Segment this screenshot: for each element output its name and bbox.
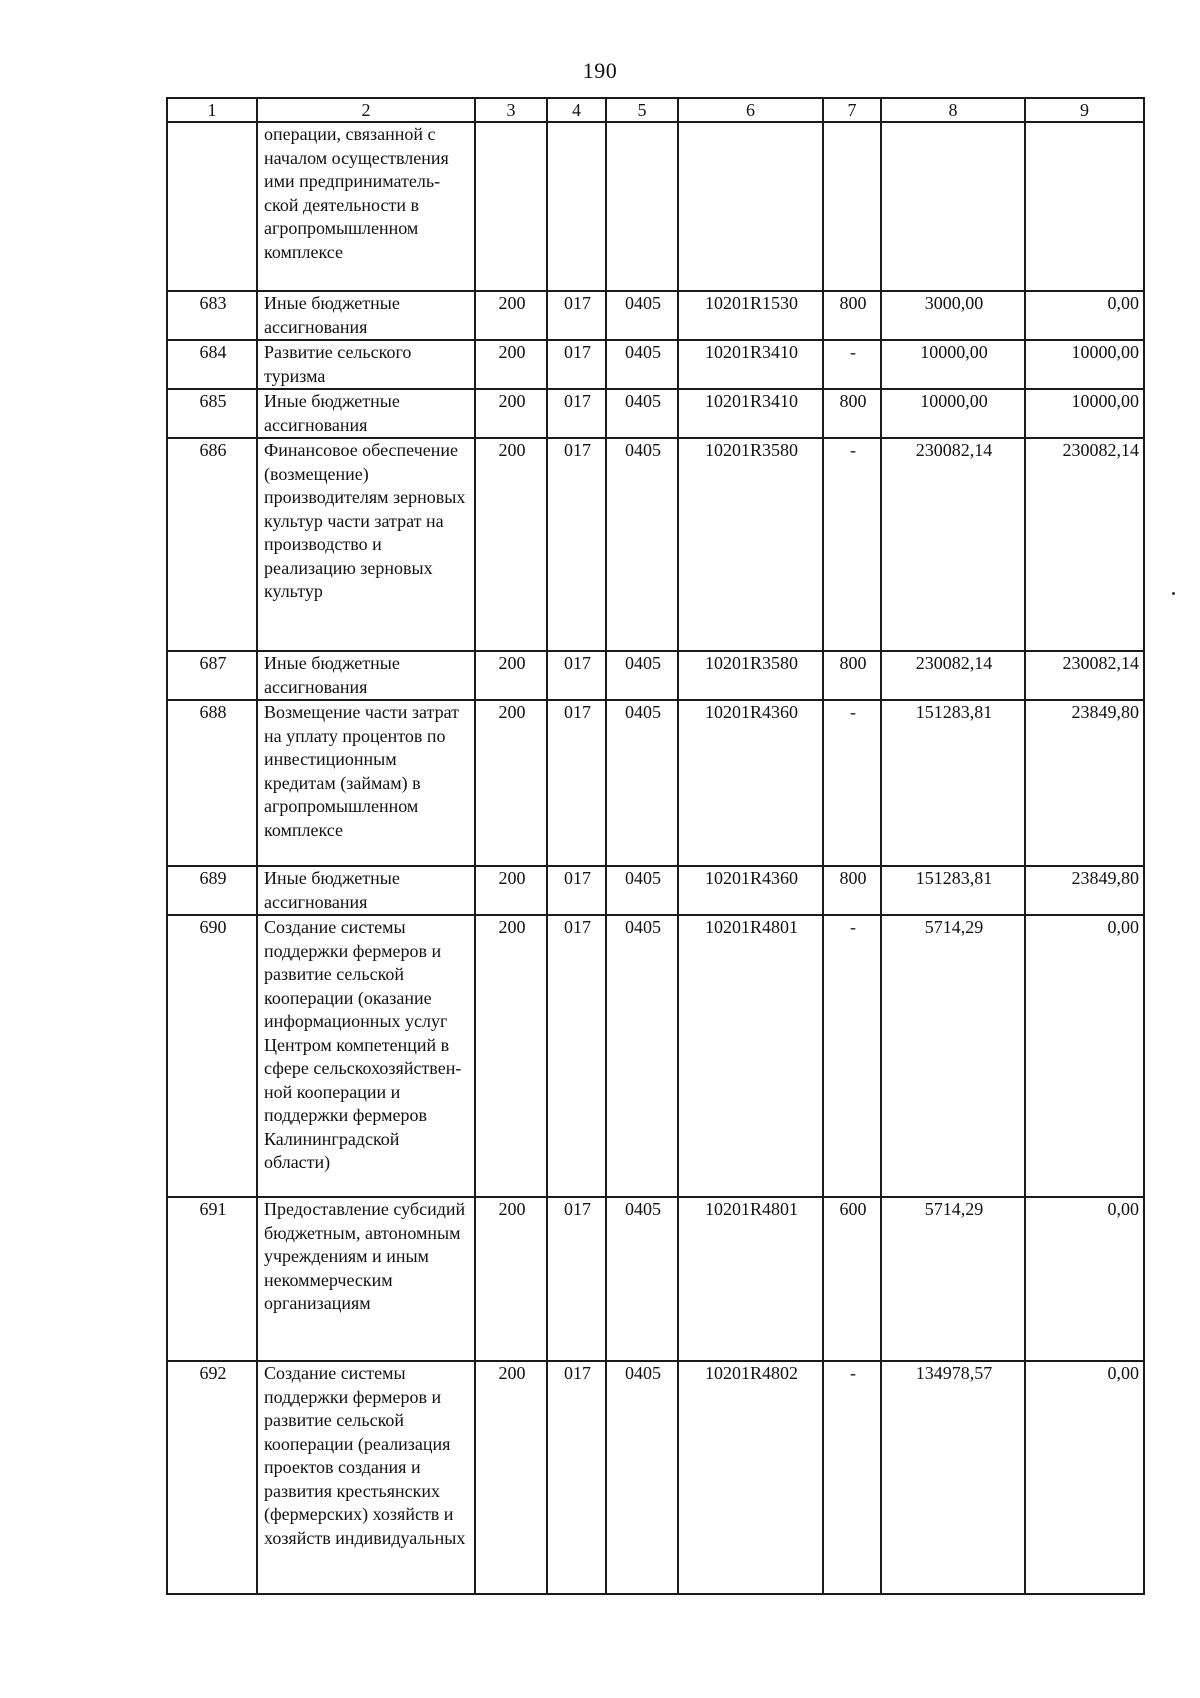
- row-number: 686: [167, 438, 257, 651]
- row-c8: 10000,00: [881, 389, 1025, 438]
- table-row: [167, 700, 1144, 866]
- row-c9: 0,00: [1025, 1197, 1144, 1361]
- row-c7: 800: [823, 291, 881, 340]
- row-c4: 017: [547, 700, 606, 866]
- scan-speck: [1172, 592, 1175, 595]
- row-c6: 10201R3580: [678, 438, 823, 651]
- row-name: Предоставление субсидий бюджетным, автономным учреждениям и иным некоммерческим организациям: [257, 1197, 475, 1361]
- row-c8: 230082,14: [881, 651, 1025, 700]
- row-name: Иные бюджетные ассигнования: [257, 866, 475, 915]
- row-c8: 151283,81: [881, 700, 1025, 866]
- row-c6: 10201R3580: [678, 651, 823, 700]
- row-c5: 0405: [606, 438, 678, 651]
- row-c4: 017: [547, 651, 606, 700]
- row-c5: 0405: [606, 1361, 678, 1594]
- row-c3: 200: [475, 291, 547, 340]
- row-c8: 5714,29: [881, 915, 1025, 1197]
- table-row: [167, 438, 1144, 651]
- row-c6: 10201R4801: [678, 915, 823, 1197]
- row-c5: 0405: [606, 651, 678, 700]
- row-c5: 0405: [606, 389, 678, 438]
- row-c9: 0,00: [1025, 915, 1144, 1197]
- table-row: [167, 1361, 1144, 1594]
- row-c5: [606, 122, 678, 291]
- row-name: Иные бюджетные ассигнования: [257, 651, 475, 700]
- row-c9: [1025, 122, 1144, 291]
- row-c6: 10201R1530: [678, 291, 823, 340]
- row-name: Иные бюджетные ассигнования: [257, 291, 475, 340]
- table-row: [167, 1197, 1144, 1361]
- row-c7: 800: [823, 651, 881, 700]
- row-number: 692: [167, 1361, 257, 1594]
- row-c9: 230082,14: [1025, 651, 1144, 700]
- header-cell: 4: [547, 98, 606, 122]
- row-c9: 0,00: [1025, 1361, 1144, 1594]
- table-row: [167, 122, 1144, 291]
- row-c8: 151283,81: [881, 866, 1025, 915]
- row-c7: -: [823, 700, 881, 866]
- header-row: [167, 98, 1144, 122]
- row-number: 690: [167, 915, 257, 1197]
- row-number: 688: [167, 700, 257, 866]
- row-c3: 200: [475, 1361, 547, 1594]
- row-c7: 600: [823, 1197, 881, 1361]
- row-c4: 017: [547, 1197, 606, 1361]
- row-name: Иные бюджетные ассигнования: [257, 389, 475, 438]
- row-c8: 3000,00: [881, 291, 1025, 340]
- row-c3: 200: [475, 700, 547, 866]
- row-c5: 0405: [606, 340, 678, 389]
- row-c9: 0,00: [1025, 291, 1144, 340]
- row-c3: 200: [475, 340, 547, 389]
- row-c9: 10000,00: [1025, 340, 1144, 389]
- row-c7: -: [823, 340, 881, 389]
- row-c4: 017: [547, 291, 606, 340]
- row-c6: 10201R4360: [678, 866, 823, 915]
- header-cell: 3: [475, 98, 547, 122]
- row-c6: 10201R3410: [678, 389, 823, 438]
- row-c8: 134978,57: [881, 1361, 1025, 1594]
- row-c7: [823, 122, 881, 291]
- row-c8: 10000,00: [881, 340, 1025, 389]
- row-c3: 200: [475, 438, 547, 651]
- row-number: 685: [167, 389, 257, 438]
- row-number: 684: [167, 340, 257, 389]
- row-c5: 0405: [606, 915, 678, 1197]
- row-c4: 017: [547, 866, 606, 915]
- row-c5: 0405: [606, 1197, 678, 1361]
- row-c7: 800: [823, 389, 881, 438]
- table-row: [167, 291, 1144, 340]
- header-cell: 6: [678, 98, 823, 122]
- row-c3: 200: [475, 651, 547, 700]
- row-c9: 23849,80: [1025, 866, 1144, 915]
- row-c6: [678, 122, 823, 291]
- row-name: операции, связанной с началом осуществления ими предприниматель-ской деятельности в агропромышленном комплексе: [257, 122, 475, 291]
- row-c9: 10000,00: [1025, 389, 1144, 438]
- row-number: 691: [167, 1197, 257, 1361]
- header-cell: 8: [881, 98, 1025, 122]
- row-c6: 10201R4802: [678, 1361, 823, 1594]
- row-c7: 800: [823, 866, 881, 915]
- row-c8: 230082,14: [881, 438, 1025, 651]
- row-name: Финансовое обеспечение (возмещение) производителям зерновых культур части затрат на производство и реализацию зерновых культур: [257, 438, 475, 651]
- table-row: [167, 915, 1144, 1197]
- row-number: 687: [167, 651, 257, 700]
- row-c7: -: [823, 915, 881, 1197]
- row-c4: [547, 122, 606, 291]
- row-c3: 200: [475, 389, 547, 438]
- row-c3: [475, 122, 547, 291]
- row-name: Создание системы поддержки фермеров и развитие сельской кооперации (оказание информационных услуг Центром компетенций в сфере сельскохозяйствен-ной кооперации и поддержки фермеров Калининградской области): [257, 915, 475, 1197]
- row-c5: 0405: [606, 291, 678, 340]
- row-c9: 230082,14: [1025, 438, 1144, 651]
- row-c8: [881, 122, 1025, 291]
- row-c6: 10201R3410: [678, 340, 823, 389]
- row-c9: 23849,80: [1025, 700, 1144, 866]
- table-row: [167, 866, 1144, 915]
- row-c3: 200: [475, 915, 547, 1197]
- row-number: 689: [167, 866, 257, 915]
- row-name: Возмещение части затрат на уплату процентов по инвестиционным кредитам (займам) в агропромышленном комплексе: [257, 700, 475, 866]
- row-number: 683: [167, 291, 257, 340]
- row-c4: 017: [547, 389, 606, 438]
- table-row: [167, 389, 1144, 438]
- page-number: 190: [582, 58, 618, 83]
- budget-table: [166, 97, 1145, 1595]
- table-row: [167, 340, 1144, 389]
- row-c4: 017: [547, 438, 606, 651]
- row-name: Развитие сельского туризма: [257, 340, 475, 389]
- header-cell: 1: [167, 98, 257, 122]
- row-c6: 10201R4801: [678, 1197, 823, 1361]
- row-c5: 0405: [606, 866, 678, 915]
- header-cell: 7: [823, 98, 881, 122]
- row-c5: 0405: [606, 700, 678, 866]
- row-c3: 200: [475, 1197, 547, 1361]
- row-number: [167, 122, 257, 291]
- row-name: Создание системы поддержки фермеров и развитие сельской кооперации (реализация проектов создания и развития крестьянских (фермерских) хозяйств и хозяйств индивидуальных: [257, 1361, 475, 1594]
- row-c4: 017: [547, 915, 606, 1197]
- row-c4: 017: [547, 1361, 606, 1594]
- row-c7: -: [823, 438, 881, 651]
- row-c8: 5714,29: [881, 1197, 1025, 1361]
- row-c3: 200: [475, 866, 547, 915]
- table-row: [167, 651, 1144, 700]
- row-c7: -: [823, 1361, 881, 1594]
- header-cell: 9: [1025, 98, 1144, 122]
- row-c4: 017: [547, 340, 606, 389]
- row-c6: 10201R4360: [678, 700, 823, 866]
- header-cell: 5: [606, 98, 678, 122]
- header-cell: 2: [257, 98, 475, 122]
